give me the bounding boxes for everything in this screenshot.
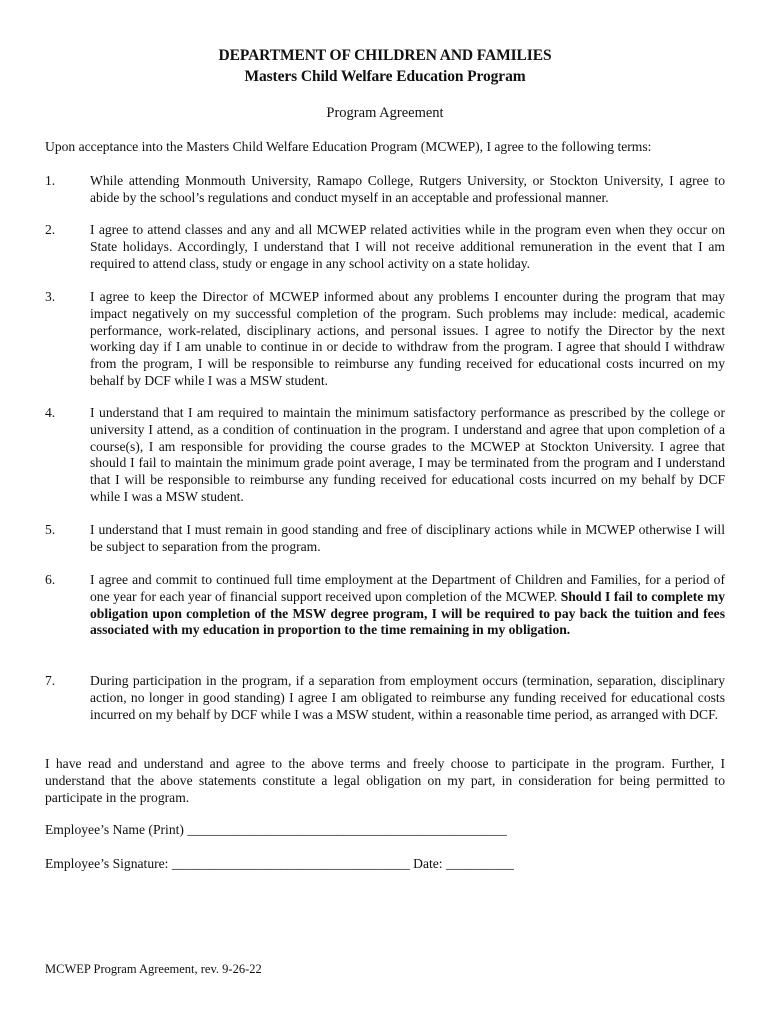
department-title: DEPARTMENT OF CHILDREN AND FAMILIES: [218, 47, 552, 64]
employee-name-label: Employee’s Name (Print): [45, 822, 188, 837]
list-item: [45, 405, 725, 506]
date-field[interactable]: __________: [446, 856, 514, 871]
employee-signature-label: Employee’s Signature:: [45, 856, 172, 871]
item-number: 5.: [45, 522, 56, 537]
item-number: 1.: [45, 173, 56, 188]
item-text: I understand that I am required to maintain the minimum satisfactory performance as prescribed by the college or university I attend, as a condition of continuation in the program. I understand and agree that upon completion of a course(s), I am responsible for providing the course grades to the MCWEP at Stockton University. I agree that should I fail to maintain the minimum grade point average, I may be terminated from the program and I understand that I will be responsible to reimburse any funding received for educational costs incurred on my behalf by DCF while I was a MSW student.: [90, 405, 725, 504]
item-text-regular: I agree and commit to continued full time employment at the Department of Children and Families, for a period of one year for each year of financial support received upon completion of the MCWEP.: [90, 572, 725, 604]
item-text: I understand that I must remain in good standing and free of disciplinary actions while in MCWEP otherwise I will be subject to separation from the program.: [90, 522, 725, 554]
item-text: While attending Monmouth University, Ramapo College, Rutgers University, or Stockton University, I agree to abide by the school’s regulations and conduct myself in an acceptable and professional manner.: [90, 173, 725, 205]
intro-paragraph: Upon acceptance into the Masters Child Welfare Education Program (MCWEP), I agree to the following terms:: [45, 139, 652, 154]
employee-name-field[interactable]: _______________________________________________: [187, 822, 507, 837]
item-text: During participation in the program, if a separation from employment occurs (termination, separation, disciplinary action, no longer in good standing) I agree I am obligated to reimburse any funding received for educational costs incurred on my behalf by DCF while I was a MSW student, within a reasonable time period, as arranged with DCF.: [90, 673, 725, 722]
program-title: Masters Child Welfare Education Program: [244, 68, 526, 85]
list-item: [45, 289, 725, 390]
list-item: [45, 673, 725, 723]
list-item: [45, 173, 725, 207]
list-item: [45, 222, 725, 272]
item-number: 2.: [45, 222, 56, 237]
employee-signature-row: [45, 856, 514, 872]
item-number: 6.: [45, 572, 56, 587]
item-text: I agree to keep the Director of MCWEP informed about any problems I encounter during the program that may impact negatively on my successful completion of the program. Such problems may include: medical, academic performance, work-related, disciplinary actions, and personal issues. I agree to notify the Director by the next working day if I am unable to continue in or decide to withdraw from the program. I agree that should I withdraw from the program, I will be responsible to reimburse any funding received for educational costs incurred on my behalf by DCF while I was a MSW student.: [90, 289, 725, 388]
list-item: [45, 572, 725, 639]
item-number: 4.: [45, 405, 56, 420]
list-item: [45, 522, 725, 556]
document-title: Program Agreement: [326, 105, 444, 121]
item-text: I agree to attend classes and any and all MCWEP related activities while in the program even when they occur on State holidays. Accordingly, I understand that I will not receive additional remuneration in the event that I am required to attend class, study or engage in any school activity on a state holiday.: [90, 222, 725, 271]
obligation-warning: Should I fail to complete my obligation upon completion of the MSW degree program, I will be required to pay back the tuition and fees associated with my education in proportion to the time remaining in my obligation.: [90, 588, 725, 638]
item-text: [90, 572, 725, 639]
item-number: 3.: [45, 289, 56, 304]
date-label: Date:: [409, 856, 446, 871]
employee-name-row: [45, 822, 507, 838]
closing-paragraph: I have read and understand and agree to the above terms and freely choose to participate in the program. Further, I understand that the above statements constitute a legal obligation on my part, in consideration for being permitted to participate in the program.: [45, 756, 725, 805]
footer-revision: MCWEP Program Agreement, rev. 9-26-22: [45, 962, 262, 976]
employee-signature-field[interactable]: ___________________________________: [171, 856, 410, 871]
item-number: 7.: [45, 673, 56, 688]
